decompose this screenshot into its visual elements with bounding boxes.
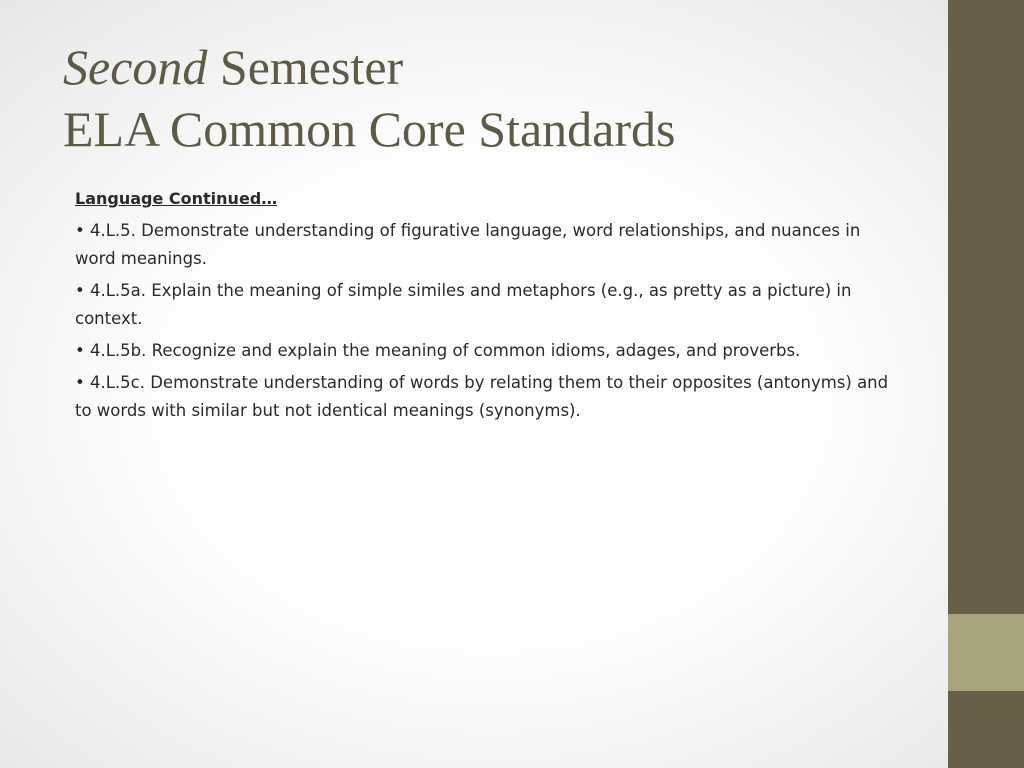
standard-item-4-l-5c: • 4.L.5c. Demonstrate understanding of words by relating them to their opposites (antonyms) and to words with similar but not identical meanings (synonyms). <box>75 373 889 420</box>
standard-item-4-l-5: • 4.L.5. Demonstrate understanding of figurative language, word relationships, and nuances in word meanings. <box>75 221 861 268</box>
slide-body <box>75 185 895 429</box>
decorative-sidebar-accent <box>948 614 1024 691</box>
slide-title-line1-rest: Semester <box>207 39 404 95</box>
slide-title-line2: ELA Common Core Standards <box>63 101 676 157</box>
standard-item-4-l-5a: • 4.L.5a. Explain the meaning of simple similes and metaphors (e.g., as pretty as a picture) in context. <box>75 281 852 328</box>
slide-title <box>63 36 675 160</box>
slide-title-italic: Second <box>63 39 208 95</box>
standard-item-4-l-5b: • 4.L.5b. Recognize and explain the meaning of common idioms, adages, and proverbs. <box>75 341 801 360</box>
section-heading: Language Continued… <box>75 189 278 208</box>
